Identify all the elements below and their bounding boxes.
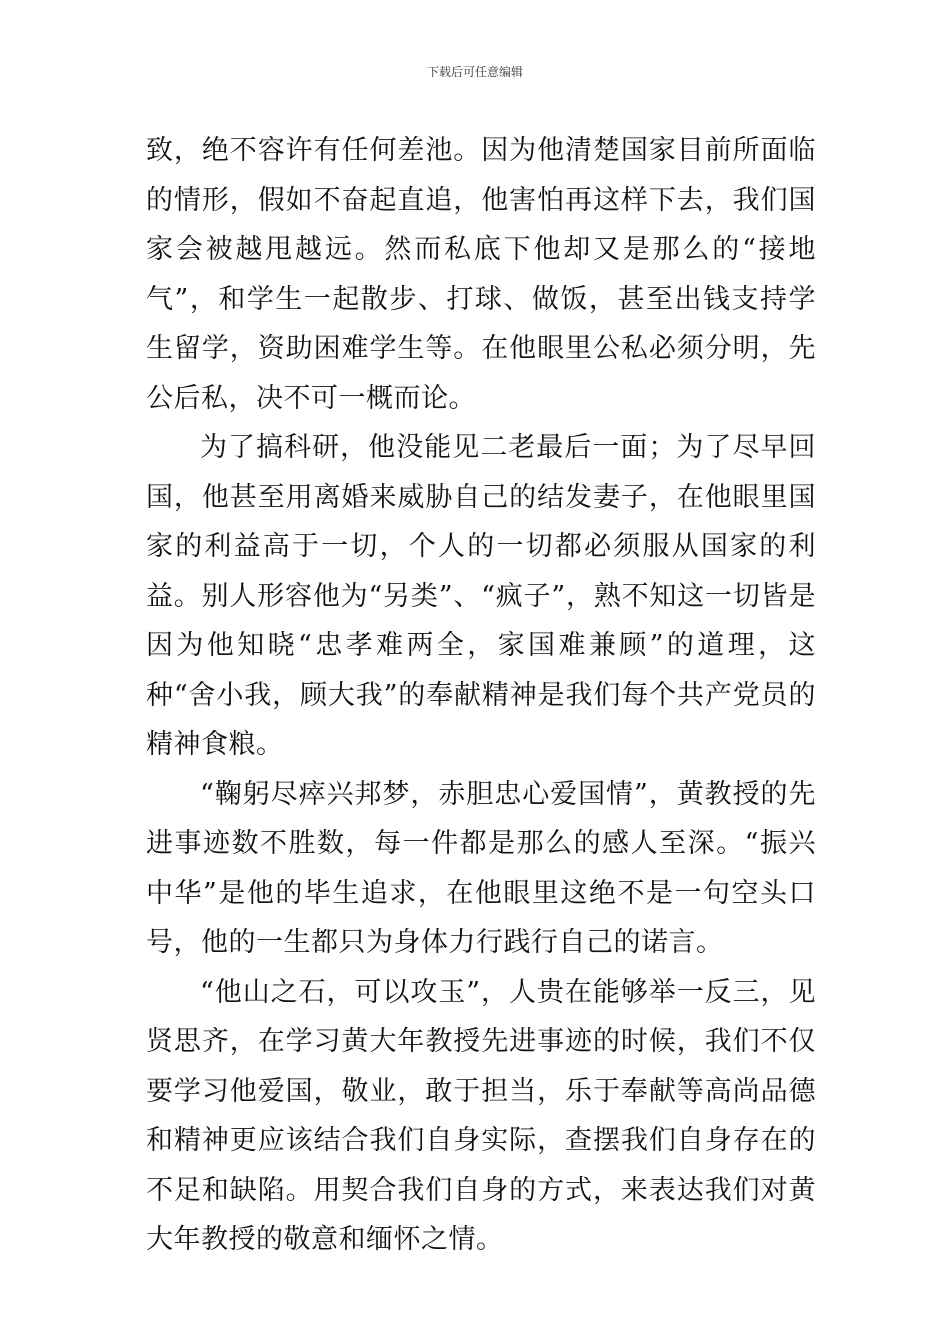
page-header: 下载后可任意编辑	[426, 65, 523, 79]
paragraph-4: “他山之石，可以攻玉”，人贵在能够举一反三，见贤思齐，在学习黄大年教授先进事迹的时候，我们不仅要学习他爱国，敬业，敢于担当，乐于奉献等高尚品德和精神更应该结合我们自身实际，查摆我们自身存在的不足和缺陷。用契合我们自身的方式，来表达我们对黄大年教授的敬意和缅怀之情。	[146, 976, 816, 1255]
paragraph-2: 为了搞科研，他没能见二老最后一面；为了尽早回国，他甚至用离婚来威胁自己的结发妻子，在他眼里国家的利益高于一切，个人的一切都必须服从国家的利益。别人形容他为“另类”、“疯子”，熟不知这一切皆是因为他知晓“忠孝难两全，家国难兼顾”的道理，这种“舍小我，顾大我”的奉献精神是我们每个共产党员的精神食粮。	[146, 432, 816, 760]
paragraph-3: “鞠躬尽瘁兴邦梦，赤胆忠心爱国情”，黄教授的先进事迹数不胜数，每一件都是那么的感人至深。“振兴中华”是他的毕生追求，在他眼里这绝不是一句空头口号，他的一生都只为身体力行践行自己的诺言。	[146, 778, 816, 958]
document-body	[146, 126, 816, 1265]
paragraph-1: 致，绝不容许有任何差池。因为他清楚国家目前所面临的情形，假如不奋起直追，他害怕再这样下去，我们国家会被越甩越远。然而私底下他却又是那么的“接地气”，和学生一起散步、打球、做饭，甚至出钱支持学生留学，资助困难学生等。在他眼里公私必须分明，先公后私，决不可一概而论。	[146, 135, 816, 414]
